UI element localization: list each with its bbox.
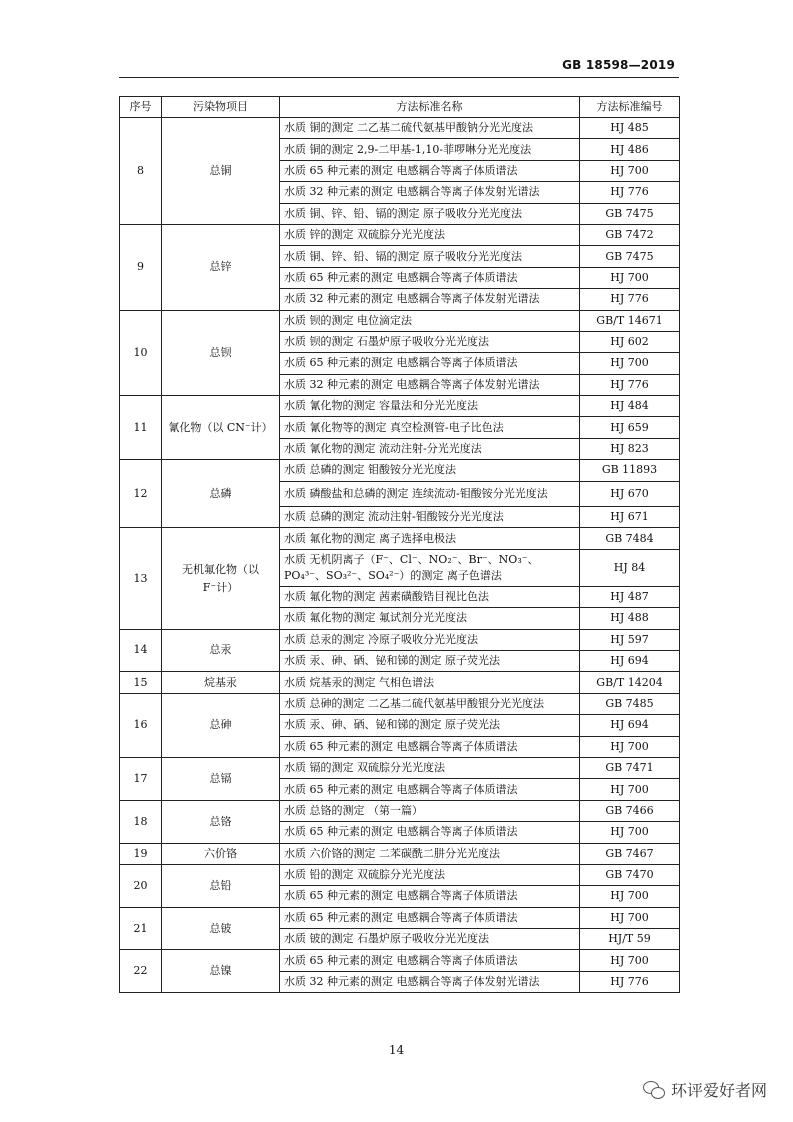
row-number: 11: [120, 396, 162, 460]
method-name: 水质 32 种元素的测定 电感耦合等离子体发射光谱法: [280, 374, 580, 395]
method-name: 水质 铜的测定 二乙基二硫代氨基甲酸钠分光光度法: [280, 118, 580, 139]
method-name: 水质 铍的测定 石墨炉原子吸收分光光度法: [280, 929, 580, 950]
watermark-text: 环评爱好者网: [670, 1081, 767, 1100]
pollutant-item: 总砷: [162, 693, 280, 757]
method-name: 水质 氟化物的测定 氟试剂分光光度法: [280, 608, 580, 629]
method-code: GB/T 14204: [580, 672, 680, 693]
method-code: GB 7484: [580, 528, 680, 549]
method-code: HJ 776: [580, 182, 680, 203]
method-code: GB 7467: [580, 843, 680, 864]
watermark: [643, 1078, 767, 1101]
method-name: 水质 氰化物的测定 容量法和分光光度法: [280, 396, 580, 417]
row-number: 17: [120, 757, 162, 800]
pollutant-item: 总铅: [162, 864, 280, 907]
method-name: 水质 65 种元素的测定 电感耦合等离子体质谱法: [280, 886, 580, 907]
row-number: 20: [120, 864, 162, 907]
method-name: 水质 65 种元素的测定 电感耦合等离子体质谱法: [280, 907, 580, 928]
pollutant-item: 总钡: [162, 310, 280, 396]
method-code: HJ 485: [580, 118, 680, 139]
method-code: HJ 486: [580, 139, 680, 160]
method-code: HJ 602: [580, 331, 680, 352]
header-rule: [119, 77, 679, 78]
method-name: 水质 无机阴离子（F⁻、Cl⁻、NO₂⁻、Br⁻、NO₃⁻、PO₄³⁻、SO₃²⁻、SO₄²⁻）的测定 离子色谱法: [280, 549, 580, 586]
method-name: 水质 32 种元素的测定 电感耦合等离子体发射光谱法: [280, 289, 580, 310]
pollutant-item: 烷基汞: [162, 672, 280, 693]
method-code: HJ 84: [580, 549, 680, 586]
table-row: [120, 224, 680, 245]
method-name: 水质 65 种元素的测定 电感耦合等离子体质谱法: [280, 779, 580, 800]
method-code: GB 7485: [580, 693, 680, 714]
pollutant-item: 六价铬: [162, 843, 280, 864]
method-code: HJ 488: [580, 608, 680, 629]
method-code: HJ 694: [580, 715, 680, 736]
pollutant-item: 总镉: [162, 757, 280, 800]
method-code: HJ 700: [580, 822, 680, 843]
row-number: 18: [120, 800, 162, 843]
method-code: HJ 484: [580, 396, 680, 417]
standard-code: GB 18598—2019: [562, 58, 675, 72]
pollutant-item: 总铜: [162, 118, 280, 225]
method-code: HJ 700: [580, 886, 680, 907]
method-name: 水质 钡的测定 石墨炉原子吸收分光光度法: [280, 331, 580, 352]
table-row: [120, 800, 680, 821]
table-row: [120, 950, 680, 971]
method-code: HJ 700: [580, 353, 680, 374]
wechat-icon: [643, 1081, 665, 1099]
method-name: 水质 氰化物等的测定 真空检测管-电子比色法: [280, 417, 580, 438]
method-standards-table: [119, 96, 680, 993]
method-name: 水质 65 种元素的测定 电感耦合等离子体质谱法: [280, 353, 580, 374]
method-code: HJ 776: [580, 289, 680, 310]
method-code: GB 7475: [580, 203, 680, 224]
method-name: 水质 汞、砷、硒、铋和锑的测定 原子荧光法: [280, 715, 580, 736]
method-code: HJ 700: [580, 907, 680, 928]
table-row: [120, 757, 680, 778]
method-code: GB 7466: [580, 800, 680, 821]
method-code: HJ 671: [580, 507, 680, 528]
table-header-row: [120, 97, 680, 118]
method-code: GB 7470: [580, 864, 680, 885]
table-row: [120, 629, 680, 650]
pollutant-item: 总汞: [162, 629, 280, 672]
table-row: [120, 460, 680, 481]
pollutant-item: 氰化物（以 CN⁻计）: [162, 396, 280, 460]
method-name: 水质 磷酸盐和总磷的测定 连续流动-钼酸铵分光光度法: [280, 481, 580, 506]
row-number: 8: [120, 118, 162, 225]
table-body: [120, 118, 680, 993]
method-name: 水质 总铬的测定 （第一篇）: [280, 800, 580, 821]
row-number: 16: [120, 693, 162, 757]
method-name: 水质 总磷的测定 钼酸铵分光光度法: [280, 460, 580, 481]
row-number: 15: [120, 672, 162, 693]
method-code: HJ 700: [580, 160, 680, 181]
method-name: 水质 氟化物的测定 离子选择电极法: [280, 528, 580, 549]
row-number: 22: [120, 950, 162, 993]
method-name: 水质 铜的测定 2,9-二甲基-1,10-菲啰啉分光光度法: [280, 139, 580, 160]
row-number: 21: [120, 907, 162, 950]
pollutant-item: 总锌: [162, 224, 280, 310]
pollutant-item: 总铬: [162, 800, 280, 843]
row-number: 13: [120, 528, 162, 629]
col-header-method-name: 方法标准名称: [280, 97, 580, 118]
method-name: 水质 六价铬的测定 二苯碳酰二肼分光光度法: [280, 843, 580, 864]
pollutant-item: 无机氟化物（以 F⁻计）: [162, 528, 280, 629]
row-number: 9: [120, 224, 162, 310]
method-name: 水质 32 种元素的测定 电感耦合等离子体发射光谱法: [280, 971, 580, 992]
method-name: 水质 65 种元素的测定 电感耦合等离子体质谱法: [280, 822, 580, 843]
method-code: HJ 776: [580, 971, 680, 992]
table-row: [120, 528, 680, 549]
method-code: HJ/T 59: [580, 929, 680, 950]
method-name: 水质 氟化物的测定 茜素磺酸锆目视比色法: [280, 586, 580, 607]
col-header-no: 序号: [120, 97, 162, 118]
col-header-method-code: 方法标准编号: [580, 97, 680, 118]
method-name: 水质 汞、砷、硒、铋和锑的测定 原子荧光法: [280, 650, 580, 671]
method-name: 水质 铜、锌、铅、镉的测定 原子吸收分光光度法: [280, 246, 580, 267]
method-name: 水质 烷基汞的测定 气相色谱法: [280, 672, 580, 693]
method-name: 水质 65 种元素的测定 电感耦合等离子体质谱法: [280, 160, 580, 181]
method-code: HJ 659: [580, 417, 680, 438]
method-code: HJ 700: [580, 950, 680, 971]
method-code: GB 11893: [580, 460, 680, 481]
table-row: [120, 118, 680, 139]
method-code: HJ 823: [580, 438, 680, 459]
method-name: 水质 钡的测定 电位滴定法: [280, 310, 580, 331]
method-name: 水质 铅的测定 双硫腙分光光度法: [280, 864, 580, 885]
method-name: 水质 32 种元素的测定 电感耦合等离子体发射光谱法: [280, 182, 580, 203]
method-code: HJ 670: [580, 481, 680, 506]
pollutant-item: 总磷: [162, 460, 280, 528]
method-code: HJ 694: [580, 650, 680, 671]
table-row: [120, 693, 680, 714]
method-code: HJ 597: [580, 629, 680, 650]
pollutant-item: 总镍: [162, 950, 280, 993]
method-code: HJ 700: [580, 267, 680, 288]
method-code: HJ 700: [580, 779, 680, 800]
method-code: GB 7472: [580, 224, 680, 245]
method-name: 水质 氰化物的测定 流动注射-分光光度法: [280, 438, 580, 459]
method-code: HJ 776: [580, 374, 680, 395]
method-code: GB/T 14671: [580, 310, 680, 331]
table-row: [120, 843, 680, 864]
table-row: [120, 672, 680, 693]
table-row: [120, 310, 680, 331]
table-row: [120, 396, 680, 417]
method-name: 水质 65 种元素的测定 电感耦合等离子体质谱法: [280, 267, 580, 288]
page-number: 14: [388, 1043, 405, 1057]
method-name: 水质 锌的测定 双硫腙分光光度法: [280, 224, 580, 245]
method-name: 水质 65 种元素的测定 电感耦合等离子体质谱法: [280, 950, 580, 971]
method-name: 水质 总磷的测定 流动注射-钼酸铵分光光度法: [280, 507, 580, 528]
method-code: HJ 487: [580, 586, 680, 607]
method-code: GB 7471: [580, 757, 680, 778]
row-number: 10: [120, 310, 162, 396]
row-number: 19: [120, 843, 162, 864]
table-row: [120, 907, 680, 928]
method-name: 水质 65 种元素的测定 电感耦合等离子体质谱法: [280, 736, 580, 757]
pollutant-item: 总铍: [162, 907, 280, 950]
col-header-item: 污染物项目: [162, 97, 280, 118]
method-name: 水质 总汞的测定 冷原子吸收分光光度法: [280, 629, 580, 650]
method-name: 水质 铜、锌、铅、镉的测定 原子吸收分光光度法: [280, 203, 580, 224]
row-number: 12: [120, 460, 162, 528]
method-name: 水质 总砷的测定 二乙基二硫代氨基甲酸银分光光度法: [280, 693, 580, 714]
method-code: HJ 700: [580, 736, 680, 757]
method-name: 水质 镉的测定 双硫腙分光光度法: [280, 757, 580, 778]
method-code: GB 7475: [580, 246, 680, 267]
table-row: [120, 864, 680, 885]
row-number: 14: [120, 629, 162, 672]
